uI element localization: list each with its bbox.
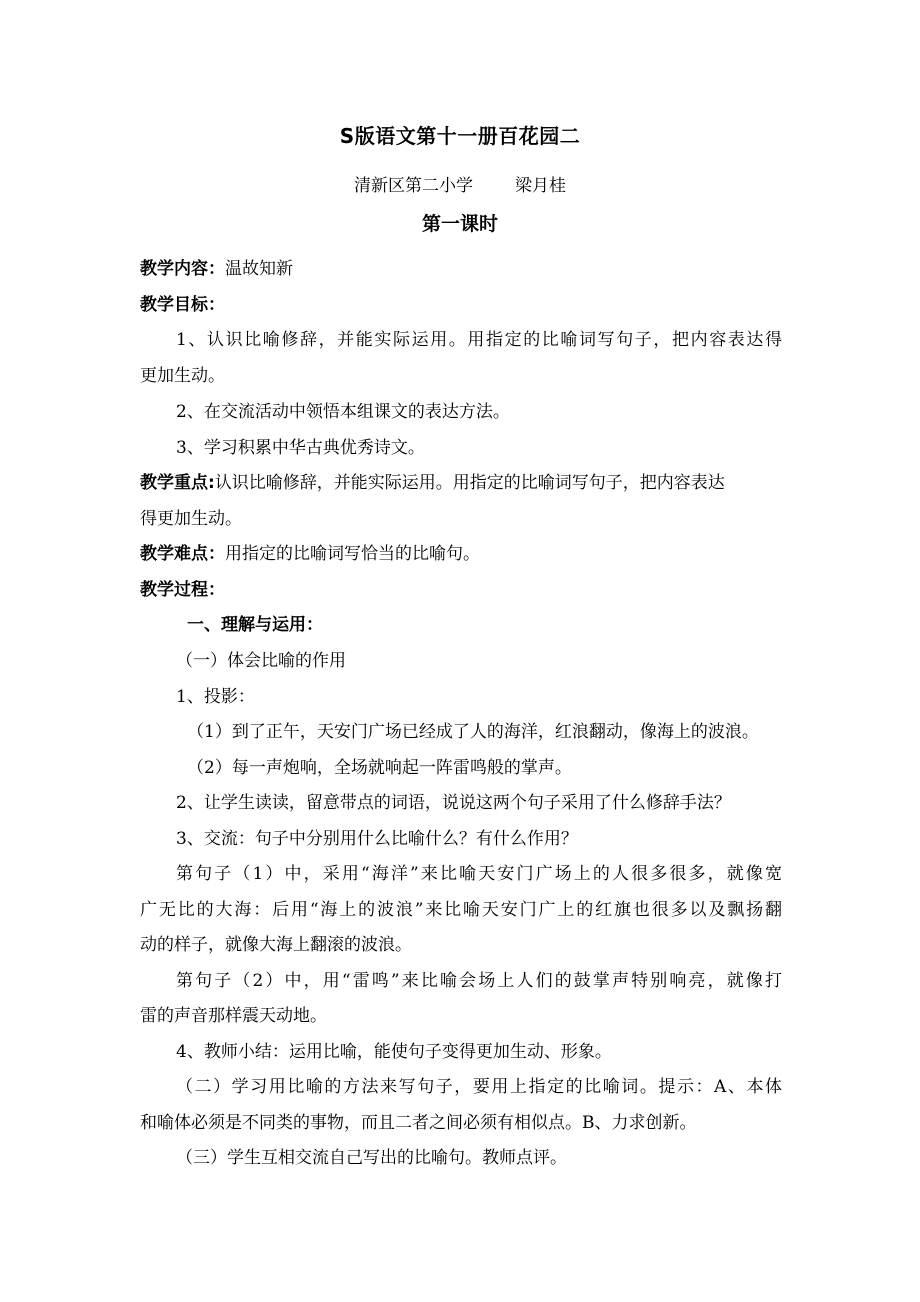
step-2: 2、让学生读读，留意带点的词语，说说这两个句子采用了什么修辞手法？ [176, 793, 731, 813]
key-point-line-1 [140, 471, 782, 495]
difficulty-label: 教学难点： [140, 544, 225, 564]
document-title: S版语文第十一册百花园二 [339, 124, 581, 148]
key-point-label: 教学重点: [140, 473, 215, 493]
author-name: 梁月桂 [515, 176, 566, 196]
explanation-2-line-2: 雷的声音那样震天动地。 [140, 1006, 327, 1026]
subsection-2-line-1: （二）学习用比喻的方法来写句子，要用上指定的比喻词。提示：A、本体 [176, 1077, 782, 1097]
lesson-period-heading: 第一课时 [421, 213, 498, 235]
explanation-1-line-3: 动的样子，就像大海上翻滚的波浪。 [140, 935, 412, 955]
subsection-2-line-2: 和喻体必须是不同类的事物，而且二者之间必须有相似点。B、力求创新。 [140, 1113, 697, 1133]
goals-label: 教学目标： [140, 295, 225, 315]
explanation-1-line-2: 广无比的大海：后用“海上的波浪”来比喻天安门广上的红旗也很多以及飘扬翻 [140, 900, 782, 920]
key-point-text: 认识比喻修辞，并能实际运用。用指定的比喻词写句子，把内容表达 [214, 473, 725, 493]
subsection-1: （一）体会比喻的作用 [176, 651, 346, 671]
difficulty-line [140, 542, 480, 566]
example-2: （2）每一声炮响，全场就响起一阵雷鸣般的掌声。 [187, 758, 572, 778]
step-1: 1、投影： [176, 687, 255, 707]
subsection-3: （三）学生互相交流自己写出的比喻句。教师点评。 [176, 1148, 567, 1168]
goal-1-line-2: 更加生动。 [140, 366, 225, 386]
goal-2: 2、在交流活动中领悟本组课文的表达方法。 [176, 402, 510, 422]
content-text: 温故知新 [225, 259, 293, 279]
goal-3: 3、学习积累中华古典优秀诗文。 [176, 438, 425, 458]
example-1: （1）到了正午，天安门广场已经成了人的海洋，红浪翻动，像海上的波浪。 [187, 722, 759, 742]
goal-1-line-1: 1、认识比喻修辞，并能实际运用。用指定的比喻词写句子，把内容表达得 [176, 330, 782, 350]
step-4: 4、教师小结：运用比喻，能使句子变得更加生动、形象。 [176, 1042, 612, 1062]
step-3: 3、交流：句子中分别用什么比喻什么？有什么作用？ [176, 829, 578, 849]
difficulty-text: 用指定的比喻词写恰当的比喻句。 [225, 544, 480, 564]
explanation-2-line-1: 第句子（2）中，用“雷鸣”来比喻会场上人们的鼓掌声特别响亮，就像打 [176, 971, 782, 991]
content-line [140, 257, 293, 281]
author-line [0, 174, 920, 198]
author-school: 清新区第二小学 [354, 176, 473, 196]
process-label: 教学过程： [140, 580, 225, 600]
section-1-heading: 一、理解与运用： [187, 615, 323, 635]
content-label: 教学内容： [140, 259, 225, 279]
key-point-line-2: 得更加生动。 [140, 509, 242, 529]
explanation-1-line-1: 第句子（1）中，采用“海洋”来比喻天安门广场上的人很多很多，就像宽 [176, 864, 782, 884]
